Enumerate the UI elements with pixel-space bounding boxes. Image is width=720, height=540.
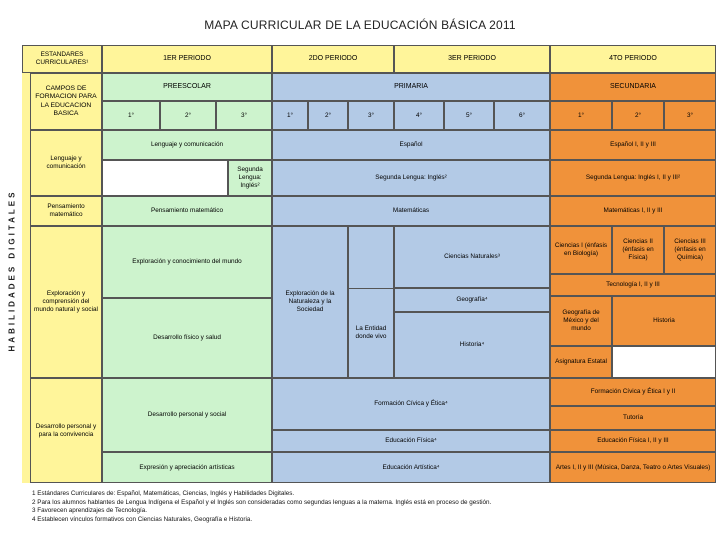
- grade-pri-2: 2°: [308, 101, 348, 130]
- pri-geografia: Geografía⁴: [394, 288, 550, 312]
- sec-matematicas: Matemáticas I, II y III: [550, 196, 716, 226]
- pri-exploracion: Exploración de la Naturaleza y la Sociedad: [272, 226, 348, 378]
- campos-label: CAMPOS DE FORMACION PARA LA EDUCACION BASICA: [30, 73, 102, 130]
- pri-ciencias-naturales: Ciencias Naturales³: [394, 226, 550, 288]
- pre-blank: [102, 160, 228, 196]
- sec-formacion-civica: Formación Cívica y Ética I y II: [550, 378, 716, 406]
- header-estandares: ESTANDARES CURRICULARES¹: [22, 45, 102, 73]
- grade-pri-6: 6°: [494, 101, 550, 130]
- grade-pri-4: 4°: [394, 101, 444, 130]
- sec-artes: Artes I, II y III (Música, Danza, Teatro o Artes Visuales): [550, 452, 716, 483]
- level-primaria: PRIMARIA: [272, 73, 550, 101]
- pri-espanol: Español: [272, 130, 550, 160]
- campo-lenguaje: Lenguaje y comunicación: [30, 130, 102, 196]
- sec-tecnologia: Tecnología I, II y III: [550, 274, 716, 296]
- sec-ciencias-2: Ciencias II (énfasis en Física): [612, 226, 664, 274]
- sec-blank: [612, 346, 716, 378]
- sec-ciencias-1: Ciencias I (énfasis en Biología): [550, 226, 612, 274]
- campo-pensamiento: Pensamiento matemático: [30, 196, 102, 226]
- header-periodo-3: 3ER PERIODO: [394, 45, 550, 73]
- habilidades-strip: [22, 73, 30, 483]
- grade-pre-3: 3°: [216, 101, 272, 130]
- page-title: MAPA CURRICULAR DE LA EDUCACIÓN BÁSICA 2011: [204, 18, 516, 32]
- level-preescolar: PREESCOLAR: [102, 73, 272, 101]
- pre-expresion: Expresión y apreciación artísticas: [102, 452, 272, 483]
- footnote-1: 1 Estándares Curriculares de: Español, Matemáticas, Ciencias, Inglés y Habilidades Digitales.: [32, 490, 295, 497]
- pri-matematicas: Matemáticas: [272, 196, 550, 226]
- pre-lenguaje: Lenguaje y comunicación: [102, 130, 272, 160]
- sec-geografia: Geografía de México y del mundo: [550, 296, 612, 346]
- header-periodo-4: 4TO PERIODO: [550, 45, 716, 73]
- sec-educacion-fisica: Educación Física I, II y III: [550, 430, 716, 452]
- side-label-text: HABILIDADES DIGITALES: [7, 189, 17, 351]
- pri-ciencias-gap: [348, 226, 394, 288]
- level-secundaria: SECUNDARIA: [550, 73, 716, 101]
- grade-pre-2: 2°: [160, 101, 216, 130]
- sec-historia: Historia: [612, 296, 716, 346]
- campo-exploracion: Exploración y comprensión del mundo natural y social: [30, 226, 102, 378]
- grade-sec-3: 3°: [664, 101, 716, 130]
- grade-sec-2: 2°: [612, 101, 664, 130]
- footnote-4: 4 Establecen vínculos formativos con Ciencias Naturales, Geografía e Historia.: [32, 515, 253, 523]
- pri-segunda-lengua: Segunda Lengua: Inglés²: [272, 160, 550, 196]
- pri-educacion-fisica: Educación Física⁴: [272, 430, 550, 452]
- pri-entidad: La Entidad donde vivo: [348, 288, 394, 378]
- sec-ciencias-3: Ciencias III (énfasis en Química): [664, 226, 716, 274]
- header-periodo-2: 2DO PERIODO: [272, 45, 394, 73]
- campo-desarrollo: Desarrollo personal y para la convivencia: [30, 378, 102, 483]
- grade-sec-1: 1°: [550, 101, 612, 130]
- pri-educacion-artistica: Educación Artística⁴: [272, 452, 550, 483]
- pre-exploracion: Exploración y conocimiento del mundo: [102, 226, 272, 298]
- sec-tutoria: Tutoría: [550, 406, 716, 430]
- footnotes: [32, 490, 712, 524]
- pri-historia: Historia⁴: [394, 312, 550, 378]
- footnote-3: 3 Favorecen aprendizajes de Tecnología.: [32, 507, 148, 514]
- sec-asignatura-estatal: Asignatura Estatal: [550, 346, 612, 378]
- grade-pre-1: 1°: [102, 101, 160, 130]
- pre-desarrollo-personal: Desarrollo personal y social: [102, 378, 272, 452]
- grade-pri-3: 3°: [348, 101, 394, 130]
- header-periodo-1: 1ER PERIODO: [102, 45, 272, 73]
- pre-pensamiento: Pensamiento matemático: [102, 196, 272, 226]
- sec-espanol: Español I, II y III: [550, 130, 716, 160]
- footnote-2: 2 Para los alumnos hablantes de Lengua Indígena el Español y el Inglés son consideradas como segundas lenguas a la materna. Inglés está en proceso de gestión.: [32, 498, 492, 506]
- grade-pri-5: 5°: [444, 101, 494, 130]
- sec-segunda-lengua: Segunda Lengua: Inglés I, II y III²: [550, 160, 716, 196]
- pre-segunda-lengua: Segunda Lengua: Inglés²: [228, 160, 272, 196]
- pri-formacion-civica: Formación Cívica y Ética⁴: [272, 378, 550, 430]
- pre-desarrollo-fisico: Desarrollo físico y salud: [102, 298, 272, 378]
- grade-pri-1: 1°: [272, 101, 308, 130]
